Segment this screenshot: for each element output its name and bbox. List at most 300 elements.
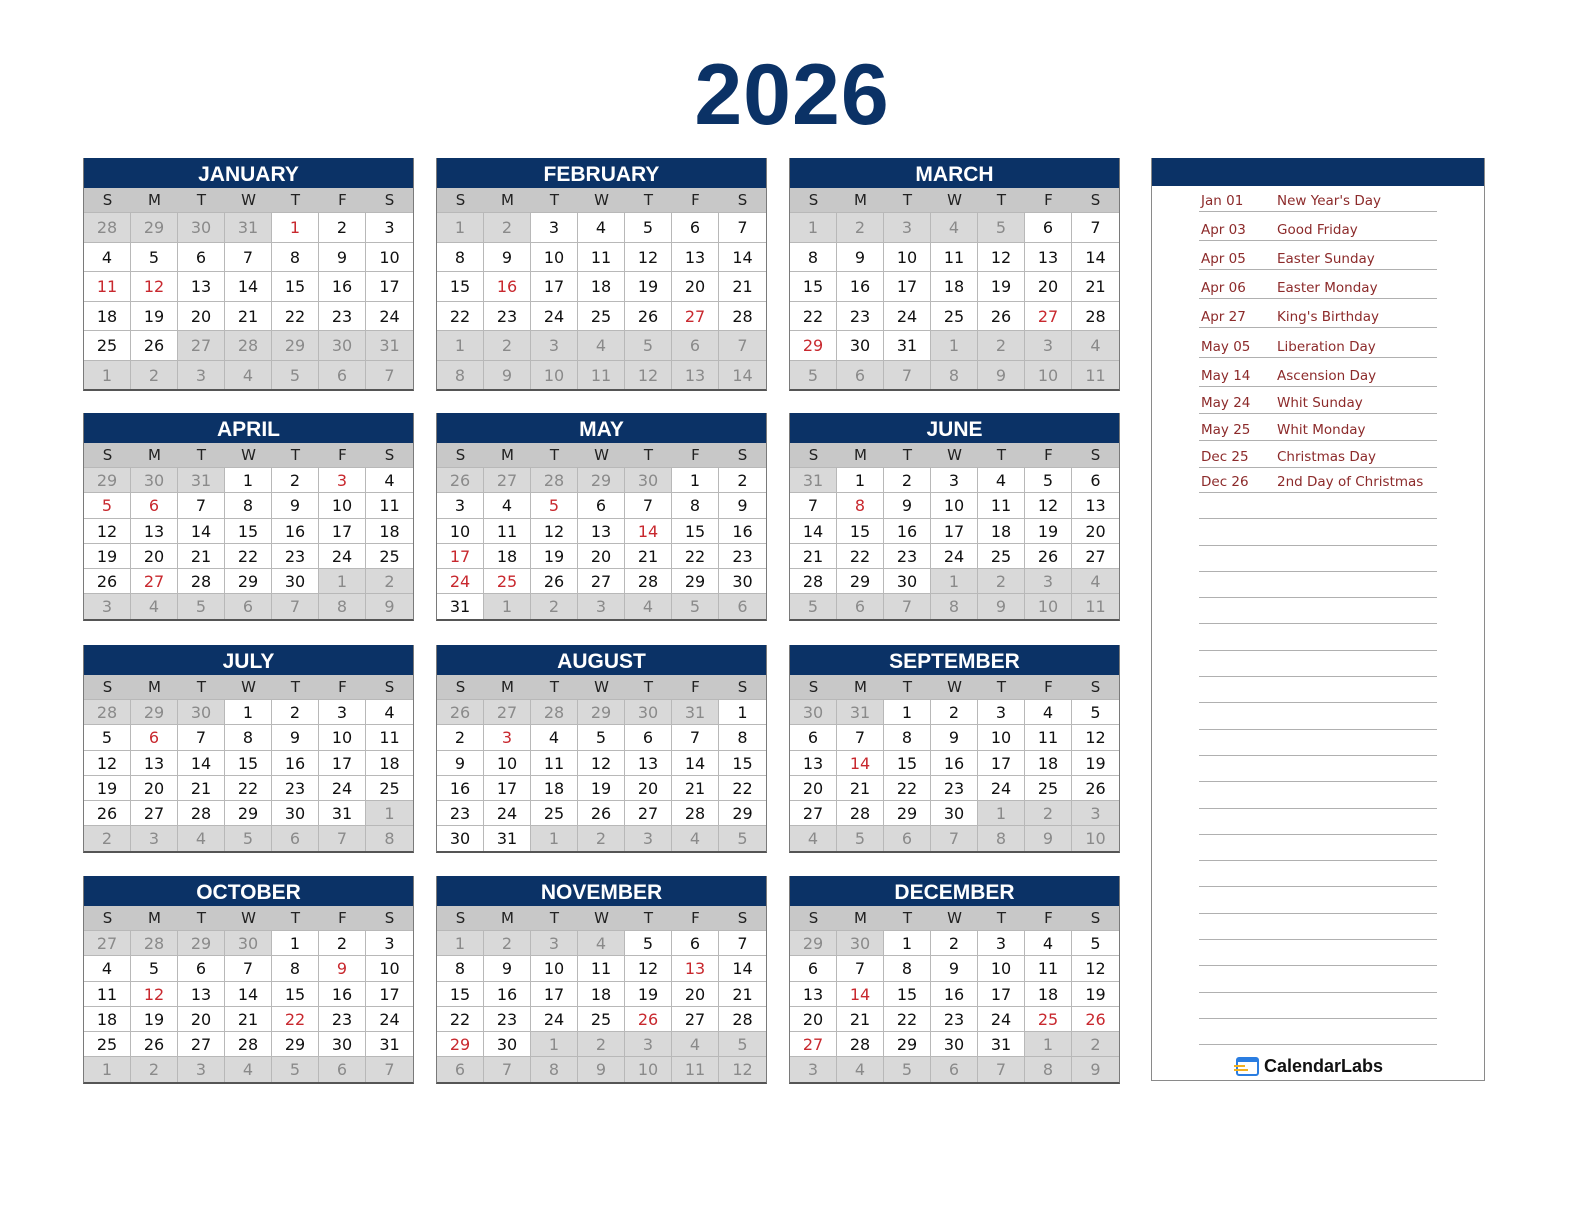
day-cell: 6 [578,492,625,517]
adjacent-month-day-cell: 4 [837,1056,884,1081]
day-cell: 8 [884,955,931,980]
day-cell: 4 [1025,699,1072,724]
day-cell: 22 [719,775,766,800]
day-cell: 11 [1025,955,1072,980]
day-cell: 28 [178,800,225,825]
day-cell: 26 [1025,543,1072,568]
weekday-header [437,906,766,930]
day-cell: 23 [931,775,978,800]
day-cell: 19 [1072,750,1119,775]
day-grid [437,699,766,851]
holiday-name: Christmas Day [1277,449,1377,465]
weekday-label: T [290,191,301,209]
day-cell: 23 [437,800,484,825]
weekday-header [84,675,413,699]
day-cell: 7 [225,955,272,980]
adjacent-month-day-cell: 9 [1025,825,1072,850]
adjacent-month-day-cell: 9 [578,1056,625,1081]
day-cell: 6 [790,724,837,749]
adjacent-month-day-cell: 14 [719,360,766,390]
adjacent-month-day-cell: 6 [225,593,272,618]
adjacent-month-day-cell: 6 [672,330,719,360]
weekday-label: W [594,909,609,927]
adjacent-month-day-cell: 4 [578,930,625,955]
holiday-row [1199,299,1437,328]
day-cell: 13 [131,750,178,775]
holiday-day-cell: 27 [1025,301,1072,331]
day-cell: 31 [978,1031,1025,1056]
weekday-label: M [501,909,514,927]
day-cell: 5 [1025,467,1072,492]
weekday-label: T [290,909,301,927]
holiday-row [1199,468,1437,493]
adjacent-month-day-cell: 8 [931,360,978,390]
weekday-label: M [501,678,514,696]
adjacent-month-day-cell: 2 [578,1031,625,1056]
adjacent-month-day-cell: 26 [437,699,484,724]
holiday-name: King's Birthday [1277,309,1380,325]
day-cell: 20 [1025,271,1072,301]
day-cell: 18 [484,543,531,568]
adjacent-month-day-cell: 2 [1072,1031,1119,1056]
month-title: OCTOBER [84,876,413,906]
adjacent-month-day-cell: 28 [131,930,178,955]
day-cell: 3 [366,930,413,955]
day-cell: 23 [484,1006,531,1031]
weekday-label: S [384,909,395,927]
day-cell: 20 [790,775,837,800]
weekday-label: T [196,446,207,464]
adjacent-month-day-cell: 4 [178,825,225,850]
weekday-label: M [854,678,867,696]
day-cell: 9 [719,492,766,517]
day-cell: 12 [625,242,672,272]
day-cell: 20 [672,271,719,301]
holiday-day-cell: 14 [625,518,672,543]
adjacent-month-day-cell: 9 [1072,1056,1119,1081]
day-cell: 15 [272,981,319,1006]
day-cell: 22 [225,775,272,800]
adjacent-month-day-cell: 31 [366,330,413,360]
weekday-label: W [241,191,256,209]
adjacent-month-day-cell: 11 [1072,593,1119,618]
day-cell: 28 [178,568,225,593]
adjacent-month-day-cell: 1 [437,212,484,242]
day-cell: 25 [84,330,131,360]
day-cell: 8 [790,242,837,272]
day-cell: 14 [1072,242,1119,272]
day-cell: 24 [319,775,366,800]
day-cell: 17 [978,981,1025,1006]
blank-note-line [1199,677,1437,703]
day-cell: 5 [625,212,672,242]
weekday-label: M [501,446,514,464]
day-cell: 15 [225,750,272,775]
day-cell: 19 [131,1006,178,1031]
day-cell: 14 [790,518,837,543]
holiday-panel [1151,158,1485,1081]
day-cell: 28 [672,800,719,825]
day-cell: 19 [978,271,1025,301]
weekday-header [437,188,766,212]
holiday-day-cell: 13 [672,955,719,980]
adjacent-month-day-cell: 6 [437,1056,484,1081]
month-title: APRIL [84,413,413,443]
day-cell: 18 [1025,750,1072,775]
adjacent-month-day-cell: 4 [225,360,272,390]
weekday-label: M [148,678,161,696]
adjacent-month-day-cell: 1 [319,568,366,593]
weekday-label: W [594,191,609,209]
day-cell: 25 [84,1031,131,1056]
holiday-name: Easter Monday [1277,280,1378,296]
adjacent-month-day-cell: 31 [790,467,837,492]
holiday-name: Whit Monday [1277,422,1366,438]
day-cell: 5 [578,724,625,749]
holiday-row [1199,441,1437,468]
day-cell: 20 [178,1006,225,1031]
day-grid [84,699,413,851]
day-grid [84,212,413,389]
day-cell: 29 [884,800,931,825]
day-cell: 30 [272,568,319,593]
adjacent-month-day-cell: 1 [931,568,978,593]
holiday-date: Apr 06 [1201,280,1246,296]
adjacent-month-day-cell: 5 [719,1031,766,1056]
weekday-label: W [947,678,962,696]
month-title: MARCH [790,158,1119,188]
weekday-label: T [643,909,654,927]
adjacent-month-day-cell: 3 [625,1031,672,1056]
adjacent-month-day-cell: 31 [672,699,719,724]
holiday-day-cell: 29 [437,1031,484,1056]
weekday-label: T [996,446,1007,464]
day-cell: 17 [366,981,413,1006]
day-cell: 19 [84,775,131,800]
day-cell: 30 [931,800,978,825]
weekday-label: F [1044,191,1053,209]
holiday-row [1199,387,1437,414]
day-cell: 14 [178,518,225,543]
day-cell: 15 [884,981,931,1006]
adjacent-month-day-cell: 7 [978,1056,1025,1081]
adjacent-month-day-cell: 30 [178,212,225,242]
day-grid [437,212,766,389]
day-cell: 21 [672,775,719,800]
weekday-label: W [947,191,962,209]
holiday-day-cell: 26 [625,1006,672,1031]
holiday-date: May 24 [1201,395,1251,411]
weekday-label: F [691,678,700,696]
day-cell: 11 [484,518,531,543]
day-cell: 20 [178,301,225,331]
blank-note-line [1199,546,1437,572]
day-cell: 13 [790,750,837,775]
holiday-name: Liberation Day [1277,339,1376,355]
month-february [436,158,767,391]
day-cell: 15 [884,750,931,775]
day-cell: 5 [1072,699,1119,724]
adjacent-month-day-cell: 4 [931,212,978,242]
day-grid [790,467,1119,619]
day-cell: 10 [319,724,366,749]
day-cell: 21 [178,775,225,800]
weekday-label: M [148,191,161,209]
day-cell: 8 [884,724,931,749]
day-cell: 11 [931,242,978,272]
day-cell: 9 [272,492,319,517]
adjacent-month-day-cell: 1 [531,1031,578,1056]
day-cell: 2 [931,930,978,955]
adjacent-month-day-cell: 3 [625,825,672,850]
weekday-label: F [338,678,347,696]
day-cell: 27 [178,1031,225,1056]
month-title: FEBRUARY [437,158,766,188]
weekday-label: T [996,191,1007,209]
weekday-label: W [947,909,962,927]
holiday-date: Jan 01 [1201,193,1244,209]
adjacent-month-day-cell: 29 [578,467,625,492]
day-cell: 11 [366,492,413,517]
holiday-day-cell: 9 [319,955,366,980]
adjacent-month-day-cell: 2 [978,330,1025,360]
day-cell: 1 [719,699,766,724]
holiday-day-cell: 29 [790,330,837,360]
holiday-list [1199,188,1437,1045]
adjacent-month-day-cell: 7 [719,330,766,360]
day-cell: 24 [366,1006,413,1031]
day-cell: 28 [1072,301,1119,331]
day-cell: 22 [437,301,484,331]
weekday-label: W [947,446,962,464]
weekday-label: M [854,909,867,927]
day-grid [437,930,766,1082]
holiday-row [1199,212,1437,241]
adjacent-month-day-cell: 5 [272,1056,319,1081]
calendar-icon [1234,1057,1260,1076]
adjacent-month-day-cell: 2 [366,568,413,593]
weekday-label: T [902,678,913,696]
month-title: JANUARY [84,158,413,188]
day-cell: 28 [625,568,672,593]
day-cell: 13 [131,518,178,543]
day-cell: 21 [790,543,837,568]
adjacent-month-day-cell: 7 [366,360,413,390]
day-cell: 5 [131,955,178,980]
day-cell: 25 [578,301,625,331]
day-cell: 25 [978,543,1025,568]
month-title: NOVEMBER [437,876,766,906]
blank-note-line [1199,861,1437,887]
day-cell: 2 [319,930,366,955]
day-cell: 2 [319,212,366,242]
adjacent-month-day-cell: 5 [672,593,719,618]
holiday-day-cell: 27 [672,301,719,331]
holiday-name: 2nd Day of Christmas [1277,474,1424,490]
day-cell: 31 [884,330,931,360]
blank-note-line [1199,730,1437,756]
day-cell: 30 [319,1031,366,1056]
adjacent-month-day-cell: 10 [1025,360,1072,390]
weekday-label: F [691,909,700,927]
holiday-day-cell: 22 [272,1006,319,1031]
adjacent-month-day-cell: 29 [131,699,178,724]
day-cell: 15 [437,981,484,1006]
day-cell: 28 [790,568,837,593]
day-cell: 16 [272,750,319,775]
day-cell: 13 [178,981,225,1006]
weekday-label: M [501,191,514,209]
adjacent-month-day-cell: 2 [484,930,531,955]
day-cell: 12 [84,750,131,775]
day-cell: 19 [1025,518,1072,543]
adjacent-month-day-cell: 9 [978,360,1025,390]
day-cell: 16 [837,271,884,301]
weekday-label: M [854,191,867,209]
adjacent-month-day-cell: 8 [319,593,366,618]
day-cell: 29 [225,800,272,825]
adjacent-month-day-cell: 29 [272,330,319,360]
weekday-label: T [549,191,560,209]
day-cell: 25 [366,543,413,568]
weekday-label: T [549,678,560,696]
day-cell: 10 [366,242,413,272]
day-cell: 20 [672,981,719,1006]
day-cell: 30 [484,1031,531,1056]
day-cell: 13 [790,981,837,1006]
day-cell: 31 [437,593,484,618]
day-cell: 8 [437,955,484,980]
day-cell: 1 [272,930,319,955]
day-cell: 22 [672,543,719,568]
day-grid [790,930,1119,1082]
blank-note-line [1199,940,1437,966]
holiday-day-cell: 25 [484,568,531,593]
weekday-label: S [737,909,748,927]
holiday-date: May 14 [1201,368,1251,384]
day-cell: 14 [225,271,272,301]
day-cell: 17 [884,271,931,301]
adjacent-month-day-cell: 27 [178,330,225,360]
day-grid [84,930,413,1082]
day-cell: 7 [625,492,672,517]
blank-note-line [1199,572,1437,598]
weekday-label: S [102,191,113,209]
day-cell: 10 [531,955,578,980]
day-cell: 23 [319,1006,366,1031]
day-cell: 7 [837,955,884,980]
weekday-label: T [902,446,913,464]
holiday-day-cell: 12 [131,981,178,1006]
day-cell: 22 [884,775,931,800]
holiday-row [1199,241,1437,270]
adjacent-month-day-cell: 7 [272,593,319,618]
holiday-panel-header [1152,158,1484,186]
weekday-label: T [549,446,560,464]
blank-note-line [1199,887,1437,913]
month-december [789,876,1120,1084]
adjacent-month-day-cell: 27 [84,930,131,955]
adjacent-month-day-cell: 5 [225,825,272,850]
day-grid [437,467,766,619]
day-cell: 11 [578,242,625,272]
adjacent-month-day-cell: 1 [484,593,531,618]
adjacent-month-day-cell: 30 [131,467,178,492]
adjacent-month-day-cell: 8 [931,593,978,618]
holiday-date: May 25 [1201,422,1251,438]
adjacent-month-day-cell: 10 [625,1056,672,1081]
brand-name: CalendarLabs [1264,1056,1384,1076]
day-cell: 13 [578,518,625,543]
day-cell: 21 [837,775,884,800]
blank-note-line [1199,598,1437,624]
day-cell: 29 [837,568,884,593]
adjacent-month-day-cell: 9 [978,593,1025,618]
day-cell: 27 [790,800,837,825]
weekday-label: F [338,909,347,927]
day-cell: 9 [319,242,366,272]
day-cell: 16 [719,518,766,543]
adjacent-month-day-cell: 1 [437,930,484,955]
adjacent-month-day-cell: 3 [1025,568,1072,593]
day-cell: 10 [931,492,978,517]
day-cell: 2 [437,724,484,749]
adjacent-month-day-cell: 8 [437,360,484,390]
day-cell: 3 [366,212,413,242]
day-cell: 7 [672,724,719,749]
day-cell: 3 [437,492,484,517]
day-cell: 11 [978,492,1025,517]
blank-note-line [1199,782,1437,808]
weekday-label: W [594,678,609,696]
day-cell: 21 [837,1006,884,1031]
adjacent-month-day-cell: 3 [84,593,131,618]
day-cell: 11 [366,724,413,749]
weekday-label: S [384,678,395,696]
day-cell: 22 [437,1006,484,1031]
weekday-label: S [384,446,395,464]
day-cell: 14 [178,750,225,775]
month-title: JULY [84,645,413,675]
adjacent-month-day-cell: 2 [531,593,578,618]
adjacent-month-day-cell: 10 [1025,593,1072,618]
adjacent-month-day-cell: 27 [484,467,531,492]
day-cell: 9 [884,492,931,517]
day-cell: 7 [178,724,225,749]
weekday-label: T [643,678,654,696]
day-cell: 22 [225,543,272,568]
weekday-label: F [338,191,347,209]
weekday-label: S [102,446,113,464]
holiday-day-cell: 24 [437,568,484,593]
day-cell: 9 [837,242,884,272]
holiday-row [1199,188,1437,212]
day-cell: 8 [272,955,319,980]
day-cell: 25 [578,1006,625,1031]
adjacent-month-day-cell: 11 [1072,360,1119,390]
holiday-date: Apr 03 [1201,222,1246,238]
day-cell: 16 [319,271,366,301]
day-cell: 6 [625,724,672,749]
day-cell: 17 [531,271,578,301]
adjacent-month-day-cell: 1 [531,825,578,850]
adjacent-month-day-cell: 6 [272,825,319,850]
day-cell: 1 [884,930,931,955]
adjacent-month-day-cell: 30 [225,930,272,955]
weekday-label: T [643,191,654,209]
adjacent-month-day-cell: 9 [366,593,413,618]
adjacent-month-day-cell: 29 [131,212,178,242]
